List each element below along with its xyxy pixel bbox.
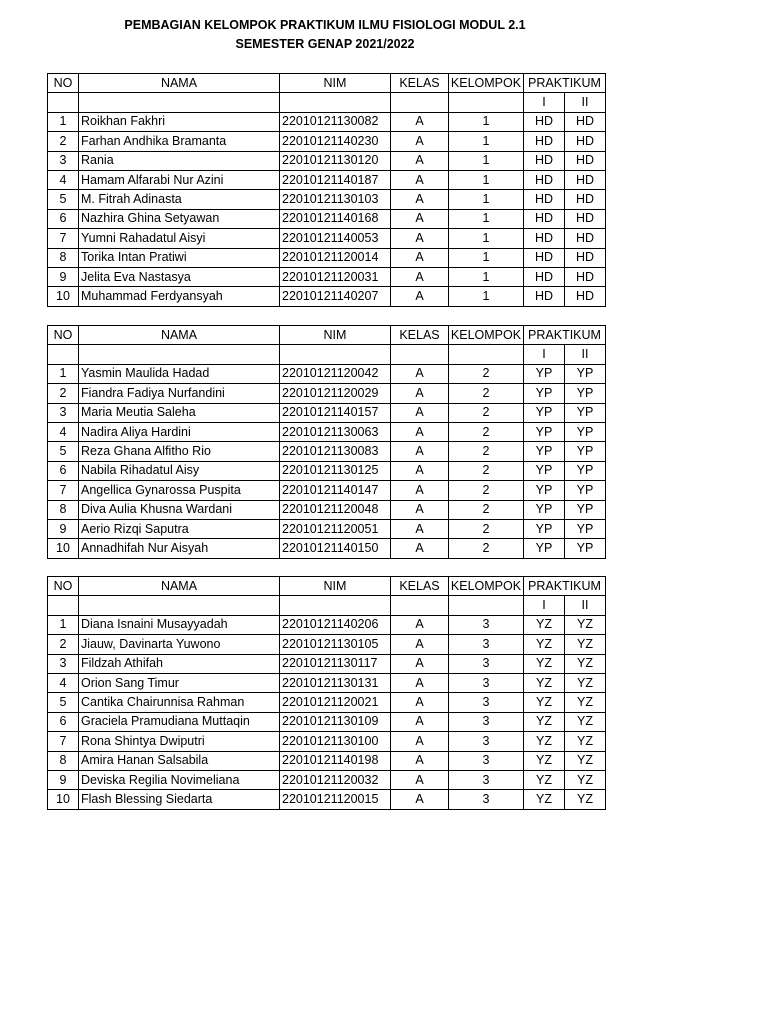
cell-praktikum-ii: YZ xyxy=(565,673,606,692)
table-row xyxy=(48,170,606,189)
cell-nim: 22010121130063 xyxy=(280,422,391,441)
cell-praktikum-i: YP xyxy=(524,422,565,441)
cell-nama: Jiauw, Davinarta Yuwono xyxy=(79,635,280,654)
cell-praktikum-ii: YZ xyxy=(565,654,606,673)
cell-praktikum-ii: YP xyxy=(565,403,606,422)
empty-cell xyxy=(280,345,391,364)
cell-nama: Farhan Andhika Bramanta xyxy=(79,132,280,151)
cell-praktikum-i: HD xyxy=(524,132,565,151)
cell-nama: Reza Ghana Alfitho Rio xyxy=(79,442,280,461)
cell-nim: 22010121130117 xyxy=(280,654,391,673)
cell-kelompok: 3 xyxy=(449,790,524,809)
cell-nama: Deviska Regilia Novimeliana xyxy=(79,770,280,789)
cell-praktikum-ii: YP xyxy=(565,461,606,480)
subheader-row xyxy=(48,93,606,112)
empty-cell xyxy=(48,93,79,112)
cell-kelas: A xyxy=(391,267,449,286)
empty-cell xyxy=(391,93,449,112)
cell-kelompok: 1 xyxy=(449,151,524,170)
cell-nim: 22010121140198 xyxy=(280,751,391,770)
cell-praktikum-ii: YZ xyxy=(565,790,606,809)
cell-nim: 22010121140157 xyxy=(280,403,391,422)
header-row xyxy=(48,74,606,93)
cell-nim: 22010121140150 xyxy=(280,539,391,558)
cell-praktikum-ii: YP xyxy=(565,519,606,538)
cell-no: 3 xyxy=(48,151,79,170)
group-table-3 xyxy=(47,576,606,810)
cell-kelas: A xyxy=(391,132,449,151)
cell-nim: 22010121120051 xyxy=(280,519,391,538)
cell-kelompok: 1 xyxy=(449,190,524,209)
cell-kelas: A xyxy=(391,461,449,480)
cell-praktikum-ii: YZ xyxy=(565,751,606,770)
empty-cell xyxy=(79,93,280,112)
header-no: NO xyxy=(48,577,79,596)
cell-no: 8 xyxy=(48,248,79,267)
cell-kelas: A xyxy=(391,151,449,170)
table-row xyxy=(48,364,606,383)
cell-kelas: A xyxy=(391,384,449,403)
header-kelompok: KELOMPOK xyxy=(449,74,524,93)
empty-cell xyxy=(280,596,391,615)
header-nama: NAMA xyxy=(79,326,280,345)
cell-praktikum-i: YP xyxy=(524,461,565,480)
cell-nim: 22010121140207 xyxy=(280,287,391,306)
cell-kelas: A xyxy=(391,539,449,558)
cell-kelompok: 1 xyxy=(449,267,524,286)
header-praktikum-i: I xyxy=(524,93,565,112)
cell-kelas: A xyxy=(391,209,449,228)
cell-no: 2 xyxy=(48,384,79,403)
cell-nim: 22010121120029 xyxy=(280,384,391,403)
cell-nim: 22010121130109 xyxy=(280,712,391,731)
cell-nama: Diana Isnaini Musayyadah xyxy=(79,615,280,634)
cell-no: 9 xyxy=(48,267,79,286)
cell-kelas: A xyxy=(391,190,449,209)
group-table-1 xyxy=(47,73,606,307)
cell-praktikum-ii: HD xyxy=(565,229,606,248)
cell-kelompok: 1 xyxy=(449,132,524,151)
cell-praktikum-i: YZ xyxy=(524,770,565,789)
cell-nim: 22010121120014 xyxy=(280,248,391,267)
table-row xyxy=(48,267,606,286)
empty-cell xyxy=(449,93,524,112)
cell-no: 5 xyxy=(48,190,79,209)
cell-kelompok: 1 xyxy=(449,287,524,306)
table-row xyxy=(48,751,606,770)
cell-no: 7 xyxy=(48,732,79,751)
cell-kelas: A xyxy=(391,248,449,267)
cell-no: 4 xyxy=(48,673,79,692)
cell-nim: 22010121120031 xyxy=(280,267,391,286)
table-row xyxy=(48,539,606,558)
cell-no: 4 xyxy=(48,422,79,441)
cell-praktikum-i: HD xyxy=(524,287,565,306)
header-kelas: KELAS xyxy=(391,74,449,93)
cell-praktikum-ii: HD xyxy=(565,248,606,267)
cell-praktikum-i: YZ xyxy=(524,673,565,692)
cell-kelompok: 3 xyxy=(449,615,524,634)
cell-nim: 22010121140230 xyxy=(280,132,391,151)
cell-no: 6 xyxy=(48,461,79,480)
cell-nim: 22010121130082 xyxy=(280,112,391,131)
header-row xyxy=(48,326,606,345)
table-row xyxy=(48,500,606,519)
cell-praktikum-ii: HD xyxy=(565,287,606,306)
cell-praktikum-i: YZ xyxy=(524,693,565,712)
cell-praktikum-i: YZ xyxy=(524,712,565,731)
table-row xyxy=(48,635,606,654)
header-no: NO xyxy=(48,74,79,93)
cell-praktikum-i: YP xyxy=(524,481,565,500)
cell-kelas: A xyxy=(391,615,449,634)
cell-kelompok: 2 xyxy=(449,403,524,422)
empty-cell xyxy=(280,93,391,112)
cell-nim: 22010121130131 xyxy=(280,673,391,692)
cell-nim: 22010121130125 xyxy=(280,461,391,480)
cell-nama: Hamam Alfarabi Nur Azini xyxy=(79,170,280,189)
table-row xyxy=(48,287,606,306)
table-row xyxy=(48,481,606,500)
cell-praktikum-ii: HD xyxy=(565,132,606,151)
table-row xyxy=(48,790,606,809)
subheader-row xyxy=(48,596,606,615)
cell-praktikum-i: YP xyxy=(524,519,565,538)
cell-praktikum-ii: HD xyxy=(565,190,606,209)
header-no: NO xyxy=(48,326,79,345)
cell-nim: 22010121120032 xyxy=(280,770,391,789)
cell-kelas: A xyxy=(391,519,449,538)
cell-praktikum-i: YP xyxy=(524,364,565,383)
cell-praktikum-ii: YZ xyxy=(565,712,606,731)
cell-no: 9 xyxy=(48,519,79,538)
empty-cell xyxy=(79,345,280,364)
cell-kelompok: 3 xyxy=(449,751,524,770)
cell-no: 1 xyxy=(48,615,79,634)
cell-praktikum-ii: HD xyxy=(565,112,606,131)
header-kelompok: KELOMPOK xyxy=(449,326,524,345)
cell-no: 2 xyxy=(48,132,79,151)
cell-kelas: A xyxy=(391,287,449,306)
cell-praktikum-ii: YZ xyxy=(565,635,606,654)
cell-nim: 22010121130083 xyxy=(280,442,391,461)
cell-nama: Fildzah Athifah xyxy=(79,654,280,673)
cell-praktikum-i: HD xyxy=(524,190,565,209)
cell-no: 7 xyxy=(48,481,79,500)
table-row xyxy=(48,403,606,422)
table-row xyxy=(48,732,606,751)
table-row xyxy=(48,112,606,131)
cell-kelompok: 1 xyxy=(449,248,524,267)
cell-kelas: A xyxy=(391,732,449,751)
table-row xyxy=(48,151,606,170)
cell-no: 1 xyxy=(48,112,79,131)
cell-kelas: A xyxy=(391,170,449,189)
cell-no: 3 xyxy=(48,403,79,422)
cell-nama: M. Fitrah Adinasta xyxy=(79,190,280,209)
cell-no: 3 xyxy=(48,654,79,673)
cell-praktikum-ii: YZ xyxy=(565,732,606,751)
cell-nama: Fiandra Fadiya Nurfandini xyxy=(79,384,280,403)
page-title xyxy=(100,16,550,54)
cell-nim: 22010121130103 xyxy=(280,190,391,209)
cell-praktikum-i: YP xyxy=(524,500,565,519)
table-row xyxy=(48,712,606,731)
cell-kelompok: 2 xyxy=(449,539,524,558)
cell-praktikum-ii: YP xyxy=(565,364,606,383)
title-line-2: SEMESTER GENAP 2021/2022 xyxy=(235,37,415,51)
cell-kelompok: 2 xyxy=(449,461,524,480)
cell-nim: 22010121140168 xyxy=(280,209,391,228)
cell-praktikum-ii: YZ xyxy=(565,770,606,789)
cell-nim: 22010121140206 xyxy=(280,615,391,634)
cell-praktikum-i: HD xyxy=(524,248,565,267)
cell-kelas: A xyxy=(391,364,449,383)
cell-kelompok: 1 xyxy=(449,229,524,248)
cell-nama: Yasmin Maulida Hadad xyxy=(79,364,280,383)
header-kelompok: KELOMPOK xyxy=(449,577,524,596)
cell-kelompok: 1 xyxy=(449,170,524,189)
title-line-1: PEMBAGIAN KELOMPOK PRAKTIKUM ILMU FISIOLOGI MODUL 2.1 xyxy=(124,18,526,32)
cell-praktikum-i: HD xyxy=(524,267,565,286)
cell-nama: Torika Intan Pratiwi xyxy=(79,248,280,267)
cell-praktikum-ii: HD xyxy=(565,151,606,170)
cell-praktikum-ii: YP xyxy=(565,442,606,461)
cell-kelas: A xyxy=(391,770,449,789)
cell-nim: 22010121140147 xyxy=(280,481,391,500)
cell-kelompok: 1 xyxy=(449,112,524,131)
table-row xyxy=(48,229,606,248)
cell-kelas: A xyxy=(391,654,449,673)
cell-praktikum-i: HD xyxy=(524,209,565,228)
empty-cell xyxy=(48,596,79,615)
empty-cell xyxy=(449,345,524,364)
cell-praktikum-i: YZ xyxy=(524,635,565,654)
cell-praktikum-i: YZ xyxy=(524,615,565,634)
cell-no: 5 xyxy=(48,442,79,461)
header-row xyxy=(48,577,606,596)
cell-no: 10 xyxy=(48,539,79,558)
table-row xyxy=(48,190,606,209)
cell-kelas: A xyxy=(391,112,449,131)
empty-cell xyxy=(449,596,524,615)
cell-kelompok: 2 xyxy=(449,481,524,500)
cell-kelompok: 2 xyxy=(449,519,524,538)
cell-kelas: A xyxy=(391,422,449,441)
table-row xyxy=(48,384,606,403)
table-row xyxy=(48,209,606,228)
cell-nama: Flash Blessing Siedarta xyxy=(79,790,280,809)
table-row xyxy=(48,615,606,634)
cell-kelompok: 3 xyxy=(449,654,524,673)
cell-kelas: A xyxy=(391,229,449,248)
cell-kelas: A xyxy=(391,635,449,654)
cell-praktikum-ii: YZ xyxy=(565,615,606,634)
header-praktikum-ii: II xyxy=(565,93,606,112)
cell-nama: Rona Shintya Dwiputri xyxy=(79,732,280,751)
cell-nim: 22010121130105 xyxy=(280,635,391,654)
header-nama: NAMA xyxy=(79,577,280,596)
cell-praktikum-ii: HD xyxy=(565,267,606,286)
table-row xyxy=(48,770,606,789)
cell-no: 4 xyxy=(48,170,79,189)
table-row xyxy=(48,442,606,461)
cell-praktikum-ii: YP xyxy=(565,500,606,519)
cell-kelas: A xyxy=(391,500,449,519)
cell-no: 1 xyxy=(48,364,79,383)
empty-cell xyxy=(391,596,449,615)
cell-kelas: A xyxy=(391,751,449,770)
cell-praktikum-i: YP xyxy=(524,539,565,558)
cell-nama: Jelita Eva Nastasya xyxy=(79,267,280,286)
cell-praktikum-i: YP xyxy=(524,442,565,461)
cell-praktikum-ii: YP xyxy=(565,481,606,500)
cell-nim: 22010121120015 xyxy=(280,790,391,809)
cell-praktikum-ii: YZ xyxy=(565,693,606,712)
cell-praktikum-i: HD xyxy=(524,229,565,248)
cell-kelompok: 3 xyxy=(449,635,524,654)
table-row xyxy=(48,693,606,712)
cell-praktikum-ii: HD xyxy=(565,170,606,189)
cell-kelompok: 3 xyxy=(449,712,524,731)
header-praktikum-i: I xyxy=(524,596,565,615)
header-praktikum: PRAKTIKUM xyxy=(524,577,606,596)
cell-no: 8 xyxy=(48,500,79,519)
cell-nama: Roikhan Fakhri xyxy=(79,112,280,131)
cell-praktikum-i: YZ xyxy=(524,751,565,770)
cell-praktikum-ii: HD xyxy=(565,209,606,228)
header-praktikum: PRAKTIKUM xyxy=(524,326,606,345)
cell-praktikum-i: YZ xyxy=(524,654,565,673)
cell-no: 6 xyxy=(48,209,79,228)
header-nim: NIM xyxy=(280,326,391,345)
cell-no: 10 xyxy=(48,790,79,809)
header-praktikum: PRAKTIKUM xyxy=(524,74,606,93)
cell-praktikum-ii: YP xyxy=(565,422,606,441)
cell-nama: Graciela Pramudiana Muttaqin xyxy=(79,712,280,731)
cell-kelompok: 3 xyxy=(449,770,524,789)
subheader-row xyxy=(48,345,606,364)
cell-nama: Diva Aulia Khusna Wardani xyxy=(79,500,280,519)
cell-nim: 22010121120048 xyxy=(280,500,391,519)
cell-praktikum-i: YP xyxy=(524,403,565,422)
cell-kelas: A xyxy=(391,790,449,809)
cell-kelompok: 2 xyxy=(449,364,524,383)
cell-kelompok: 3 xyxy=(449,732,524,751)
header-praktikum-i: I xyxy=(524,345,565,364)
cell-nim: 22010121140187 xyxy=(280,170,391,189)
header-praktikum-ii: II xyxy=(565,345,606,364)
cell-praktikum-i: YP xyxy=(524,384,565,403)
cell-nama: Muhammad Ferdyansyah xyxy=(79,287,280,306)
cell-kelompok: 3 xyxy=(449,673,524,692)
cell-kelompok: 2 xyxy=(449,422,524,441)
header-nim: NIM xyxy=(280,577,391,596)
cell-nama: Yumni Rahadatul Aisyi xyxy=(79,229,280,248)
empty-cell xyxy=(48,345,79,364)
group-table-2 xyxy=(47,325,606,559)
cell-no: 7 xyxy=(48,229,79,248)
cell-nim: 22010121140053 xyxy=(280,229,391,248)
header-nim: NIM xyxy=(280,74,391,93)
cell-nama: Annadhifah Nur Aisyah xyxy=(79,539,280,558)
table-row xyxy=(48,422,606,441)
header-nama: NAMA xyxy=(79,74,280,93)
cell-nama: Nadira Aliya Hardini xyxy=(79,422,280,441)
empty-cell xyxy=(79,596,280,615)
cell-nama: Amira Hanan Salsabila xyxy=(79,751,280,770)
cell-praktikum-i: YZ xyxy=(524,790,565,809)
header-kelas: KELAS xyxy=(391,326,449,345)
header-praktikum-ii: II xyxy=(565,596,606,615)
cell-nama: Angellica Gynarossa Puspita xyxy=(79,481,280,500)
cell-nama: Nazhira Ghina Setyawan xyxy=(79,209,280,228)
cell-kelompok: 2 xyxy=(449,500,524,519)
header-kelas: KELAS xyxy=(391,577,449,596)
table-row xyxy=(48,132,606,151)
cell-kelas: A xyxy=(391,403,449,422)
table-row xyxy=(48,654,606,673)
cell-kelompok: 1 xyxy=(449,209,524,228)
cell-praktikum-ii: YP xyxy=(565,539,606,558)
cell-no: 8 xyxy=(48,751,79,770)
cell-nim: 22010121120042 xyxy=(280,364,391,383)
cell-praktikum-ii: YP xyxy=(565,384,606,403)
cell-kelompok: 2 xyxy=(449,384,524,403)
cell-no: 6 xyxy=(48,712,79,731)
cell-nama: Cantika Chairunnisa Rahman xyxy=(79,693,280,712)
cell-kelas: A xyxy=(391,693,449,712)
cell-kelas: A xyxy=(391,481,449,500)
table-row xyxy=(48,519,606,538)
cell-nim: 22010121130100 xyxy=(280,732,391,751)
cell-praktikum-i: HD xyxy=(524,151,565,170)
cell-kelompok: 2 xyxy=(449,442,524,461)
cell-no: 5 xyxy=(48,693,79,712)
cell-nama: Nabila Rihadatul Aisy xyxy=(79,461,280,480)
table-row xyxy=(48,248,606,267)
cell-kelas: A xyxy=(391,712,449,731)
table-row xyxy=(48,673,606,692)
empty-cell xyxy=(391,345,449,364)
cell-nama: Aerio Rizqi Saputra xyxy=(79,519,280,538)
cell-no: 10 xyxy=(48,287,79,306)
cell-praktikum-i: HD xyxy=(524,170,565,189)
cell-nim: 22010121120021 xyxy=(280,693,391,712)
cell-nama: Maria Meutia Saleha xyxy=(79,403,280,422)
cell-nama: Rania xyxy=(79,151,280,170)
cell-no: 2 xyxy=(48,635,79,654)
cell-kelas: A xyxy=(391,442,449,461)
cell-praktikum-i: HD xyxy=(524,112,565,131)
cell-nama: Orion Sang Timur xyxy=(79,673,280,692)
cell-kelas: A xyxy=(391,673,449,692)
cell-nim: 22010121130120 xyxy=(280,151,391,170)
cell-no: 9 xyxy=(48,770,79,789)
cell-kelompok: 3 xyxy=(449,693,524,712)
table-row xyxy=(48,461,606,480)
cell-praktikum-i: YZ xyxy=(524,732,565,751)
